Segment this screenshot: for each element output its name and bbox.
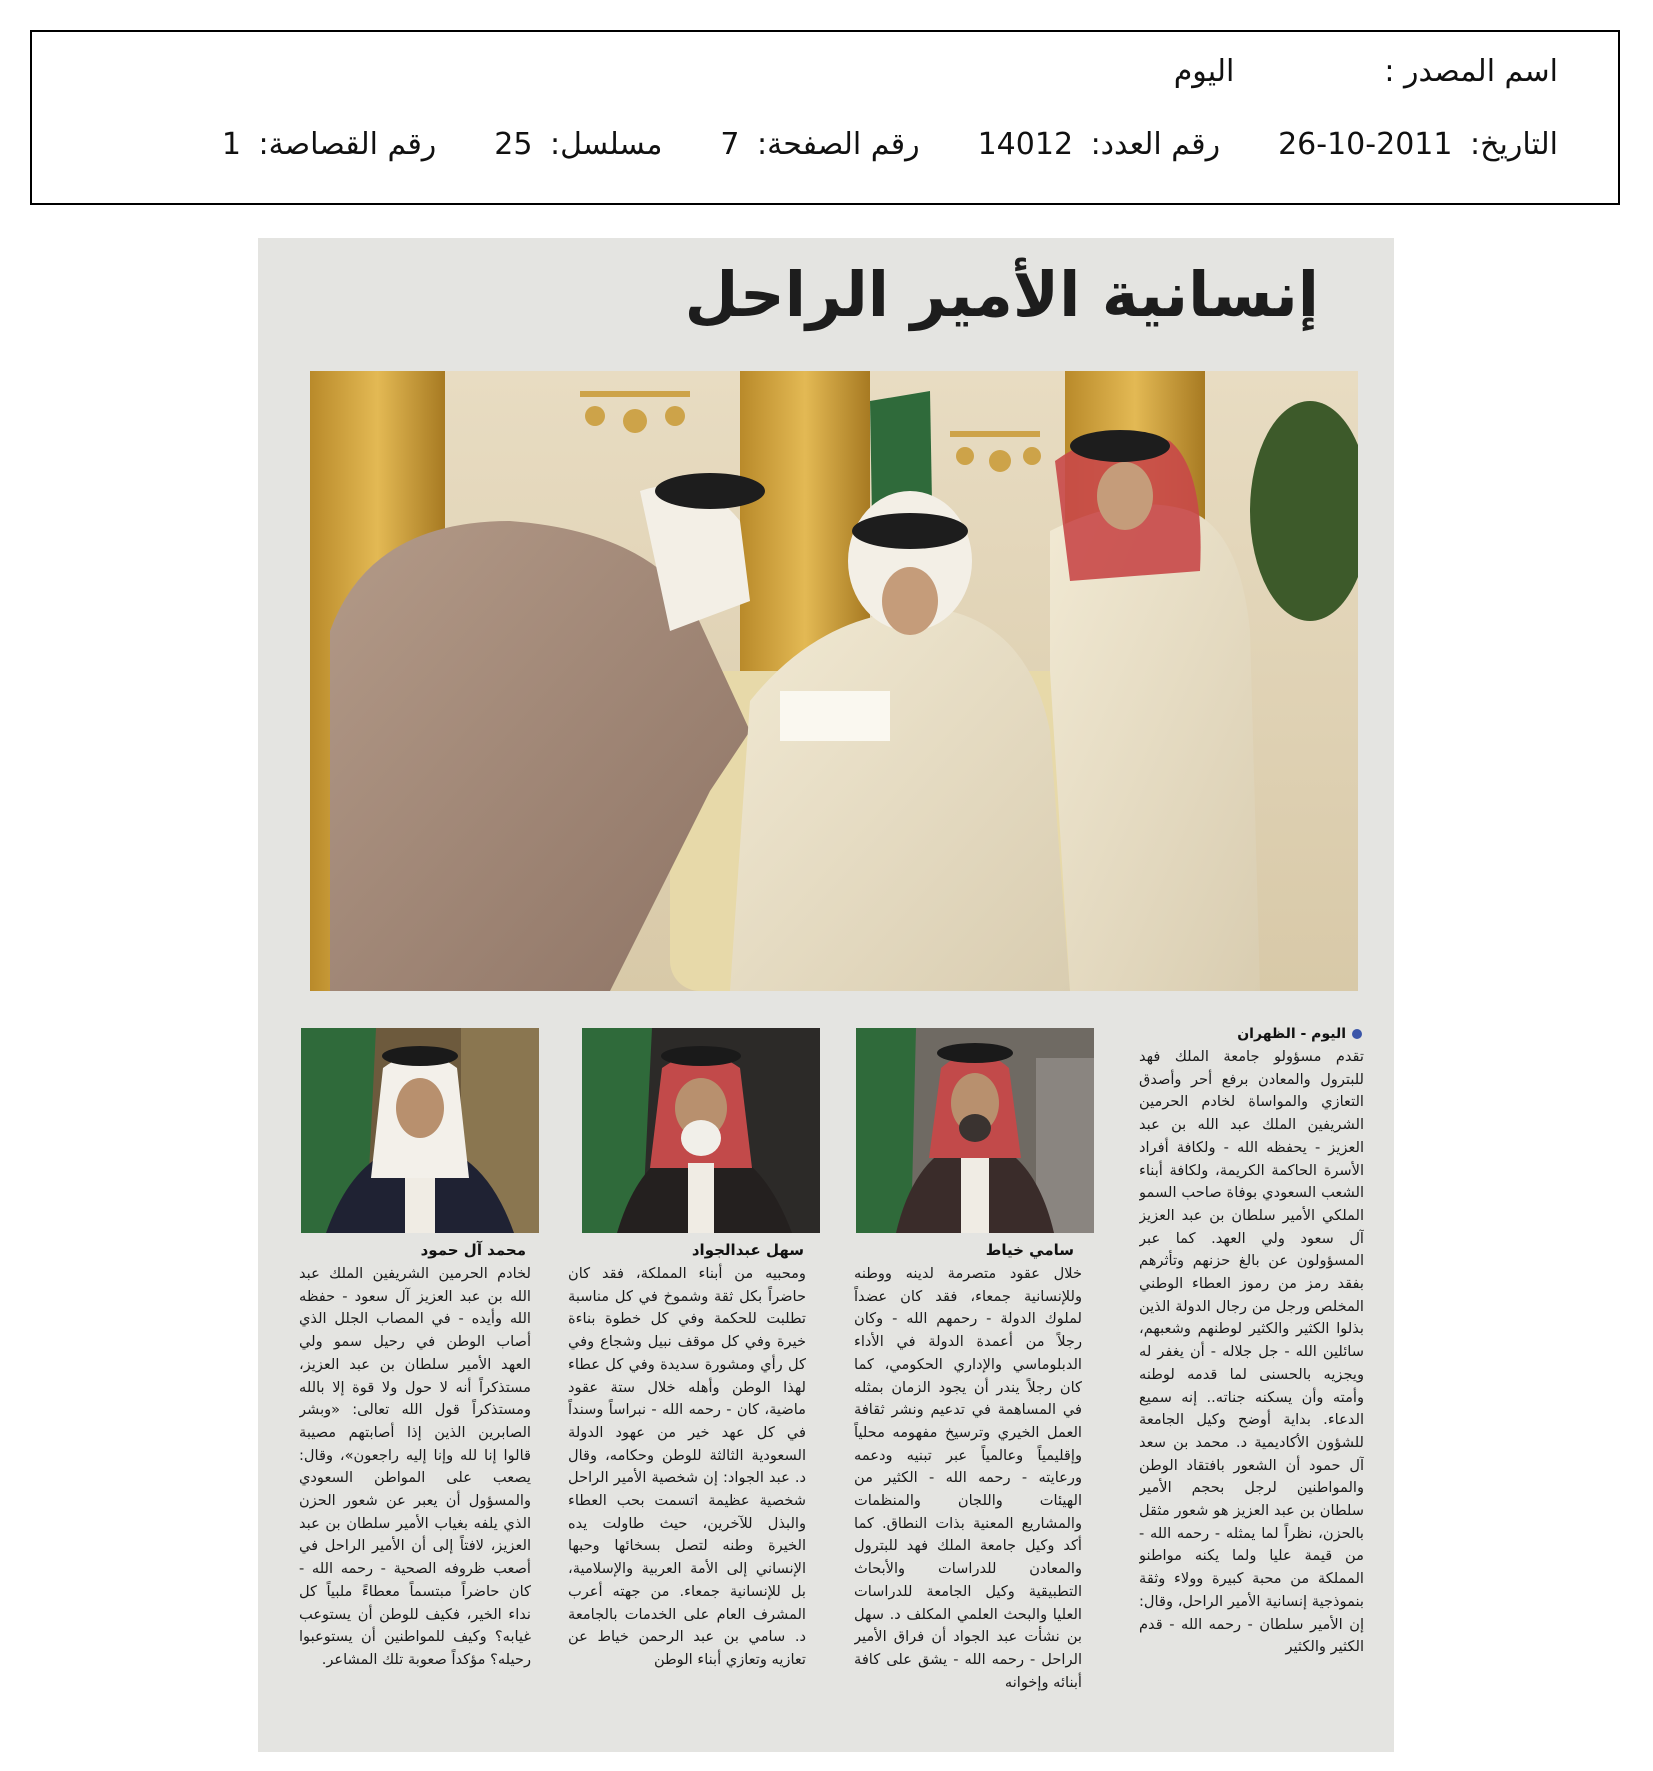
- clipping-metadata-box: [30, 30, 1620, 205]
- article-column-3-text: ومحبيه من أبناء المملكة، فقد كان حاضراً بكل ثقة وشموخ في كل مناسبة تطلبت للحكمة وفي كل خطوة بناءة خيرة وفي كل موقف نبيل وشجاع وفي كل رأي ومشورة سديدة وفي كل عطاء لهذا الوطن وأهله خلال ستة عقود ماضية، كان - رحمه الله - نبراساً وسنداً في كل عهد خير من عهود الدولة السعودية الثالثة للوطن وحكامه، وقال د. عبد الجواد: إن شخصية الأمير الراحل شخصية عظيمة اتسمت بحب العطاء والبذل للآخرين، حيث طاولت يده الخيرة وطنه لتصل بسخائها وحبها الإنساني إلى الأمة العربية والإسلامية، بل للإنسانية جمعاء. من جهته أعرب المشرف العام على الخدمات بالجامعة د. سامي بن عبد الرحمن خياط عن تعازيه وتعازي أبناء الوطن: [568, 1265, 806, 1668]
- bullet-dot-icon: [1352, 1029, 1362, 1039]
- page-value: 7: [720, 127, 740, 162]
- source-label: اسم المصدر :: [1384, 54, 1558, 89]
- date-value: 2011-10-26: [1278, 127, 1453, 162]
- article-column-2-text: خلال عقود متصرمة لدينه ووطنه وللإنسانية جمعاء، فقد كان عضداً لملوك الدولة - رحمهم الله - وكان رجلاً من أعمدة الدولة في الأداء الدبلوماسي والإداري الحكومي، كما كان رجلاً يندر أن يجود الزمان بمثله في المساهمة في تدعيم ونشر ثقافة العمل الخيري وترسيخ مفهومه محلياً وإقليمياً وعالمياً عبر تبنيه ودعمه ورعايته - رحمه الله - الكثير من الهيئات واللجان والمنظمات والمشاريع المعنية بذات النطاق. كما أكد وكيل جامعة الملك فهد للبترول والمعادن للدراسات والأبحاث التطبيقية وكيل الجامعة للدراسات العليا والبحث العلمي المكلف د. سهل بن نشأت عبد الجواد أن فراق الأمير الراحل - رحمه الله - يشق على كافة أبنائه وإخوانه: [854, 1265, 1082, 1691]
- serial-label: مسلسل:: [550, 127, 663, 162]
- issue-value: 14012: [977, 127, 1074, 162]
- portrait-sahl-abduljawad: [582, 1028, 820, 1233]
- clip-field: [222, 127, 436, 162]
- date-field: [1278, 127, 1558, 162]
- date-label: التاريخ:: [1470, 127, 1558, 162]
- newspaper-clipping: [258, 238, 1394, 1752]
- source-line: [1174, 54, 1558, 89]
- page-field: [720, 127, 919, 162]
- byline-text: اليوم - الظهران: [1237, 1026, 1346, 1042]
- article-column-2: [854, 1263, 1082, 1748]
- serial-value: 25: [494, 127, 533, 162]
- details-line: [164, 127, 1558, 162]
- portrait-caption-1: سامي خياط: [985, 1241, 1074, 1259]
- issue-label: رقم العدد:: [1090, 127, 1221, 162]
- issue-field: [978, 127, 1220, 162]
- article-byline: [1237, 1026, 1362, 1042]
- article-column-3: [568, 1263, 806, 1748]
- portrait-caption-2: سهل عبدالجواد: [691, 1241, 804, 1259]
- article-column-4: [299, 1263, 531, 1748]
- clip-label: رقم القصاصة:: [258, 127, 437, 162]
- article-column-1-text: تقدم مسؤولو جامعة الملك فهد للبترول والمعادن برفع أحر وأصدق التعازي والمواساة لخادم الحرمين الشريفين الملك عبد الله بن عبد العزيز - يحفظه الله - ولكافة أفراد الأسرة الحاكمة الكريمة، ولكافة أبناء الشعب السعودي بوفاة صاحب السمو الملكي الأمير سلطان بن عبد العزيز آل سعود ولي العهد. كما عبر المسؤولون عن بالغ حزنهم وتأثرهم بفقد رمز من رموز العطاء الوطني المخلص ورجل من رجال الدولة الذين بذلوا الكثير والكثير لوطنهم وشعبهم، سائلين الله - جل جلاله - أن يغفر له ويجزيه بالحسنى لما قدمه لوطنه وأمته وأن يسكنه جناته.. إنه سميع الدعاء. بداية أوضح وكيل الجامعة للشؤون الأكاديمية د. محمد بن سعد آل حمود أن الشعور بافتقاد الوطن والمواطنين لرجل بحجم الأمير سلطان بن عبد العزيز هو شعور مثقل بالحزن، نظراً لما يمثله - رحمه الله - من قيمة عليا ولما يكنه مواطنو المملكة من محبة كبيرة وولاء وثقة بنموذجية إنسانية الأمير الراحل، وقال: إن الأمير سلطان - رحمه الله - قدم الكثير والكثير: [1139, 1048, 1364, 1656]
- article-headline: إنسانية الأمير الراحل: [684, 258, 1319, 331]
- page-label: رقم الصفحة:: [757, 127, 920, 162]
- serial-field: [494, 127, 662, 162]
- source-value: اليوم: [1173, 54, 1235, 89]
- portrait-mohammed-al-hamoud: [301, 1028, 539, 1233]
- article-column-4-text: لخادم الحرمين الشريفين الملك عبد الله بن عبد العزيز آل سعود - حفظه الله وأيده - في المصاب الجلل الذي أصاب الوطن في رحيل سمو ولي العهد الأمير سلطان بن عبد العزيز، مستذكراً أنه لا حول ولا قوة إلا بالله ومستذكراً قول الله تعالى: «وبشر الصابرين الذين إذا أصابتهم مصيبة قالوا إنا لله وإنا إليه راجعون»، وقال: يصعب على المواطن السعودي والمسؤول أن يعبر عن شعور الحزن الذي يلفه بغياب الأمير سلطان بن عبد العزيز، لافتاً إلى أن الأمير الراحل في أصعب ظروفه الصحية - رحمه الله - كان حاضراً مبتسماً معطاءً ملبياً كل نداء الخير، فكيف للوطن أن يستوعب غيابه؟ وكيف للمواطنين أن يستوعبوا رحيله؟ مؤكداً صعوبة تلك المشاعر.: [299, 1265, 531, 1668]
- main-photo: [310, 371, 1358, 991]
- portrait-caption-3: محمد آل حمود: [420, 1241, 526, 1259]
- clip-value: 1: [221, 127, 241, 162]
- article-column-1: [1139, 1046, 1364, 1746]
- portrait-sami-khayat: [856, 1028, 1094, 1233]
